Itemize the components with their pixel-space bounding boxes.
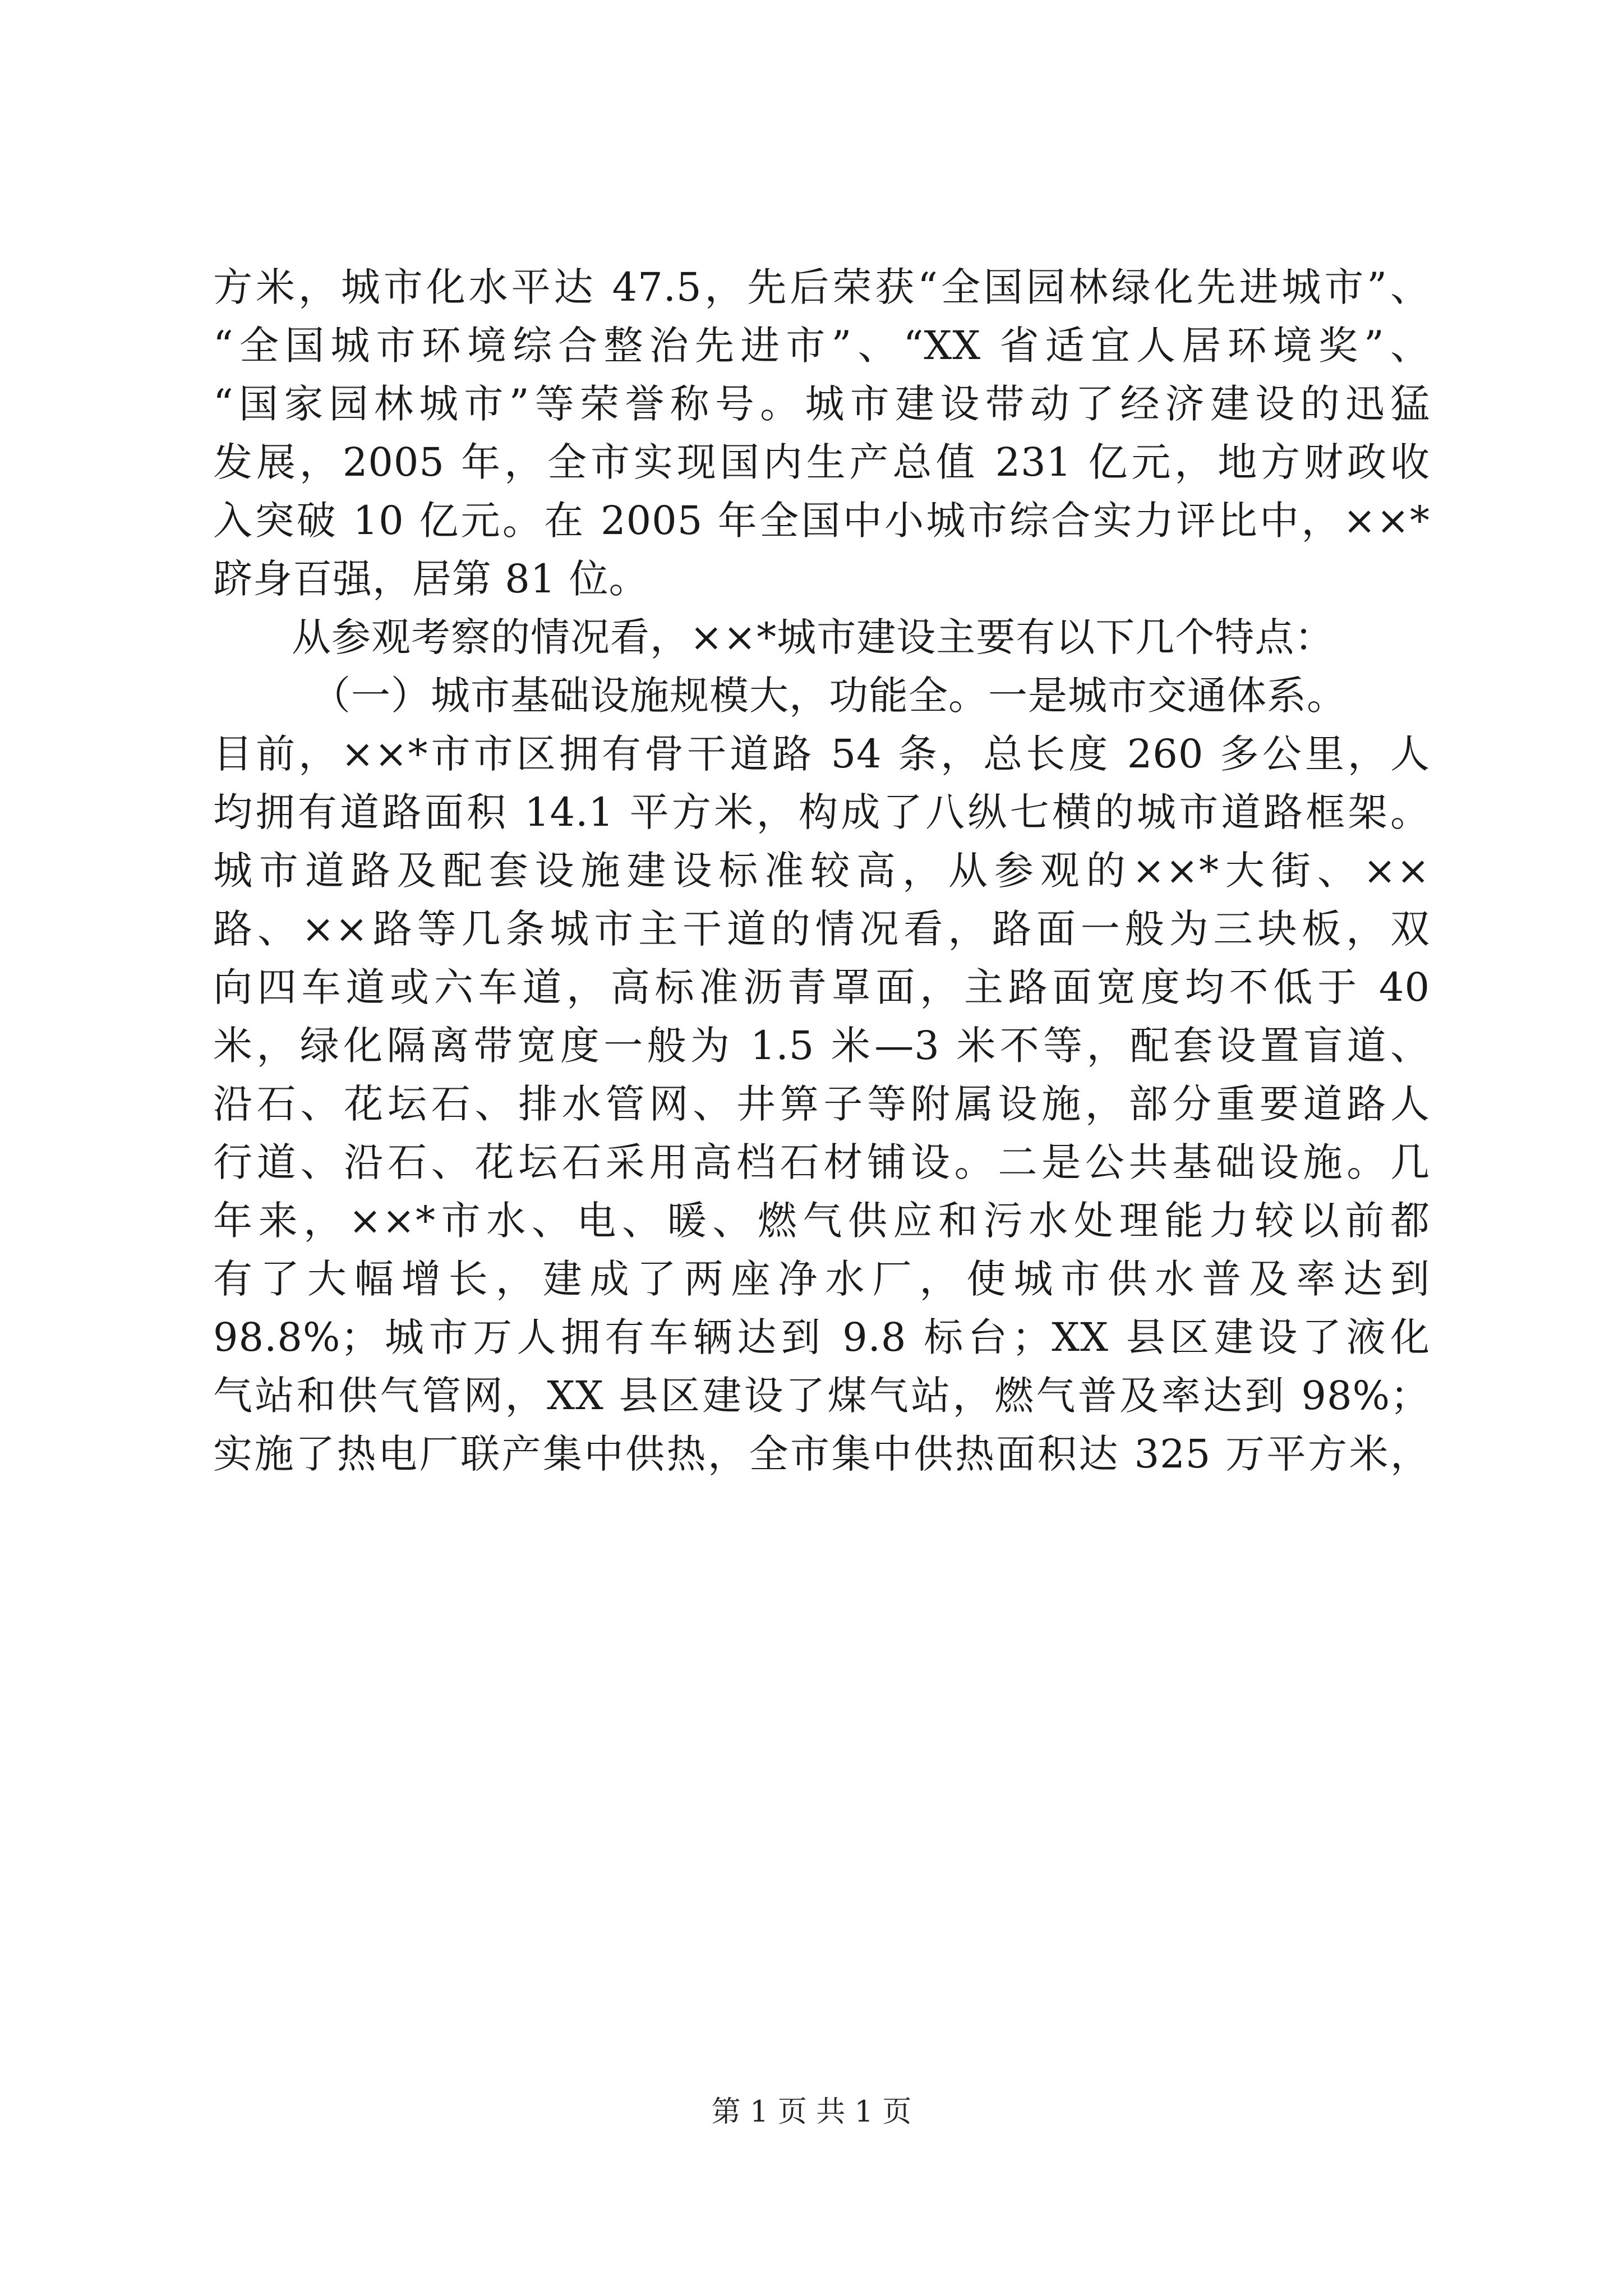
text-line: 路、××路等几条城市主干道的情况看，路面一般为三块板，双 bbox=[213, 906, 1430, 952]
text-line: 入突破 10 亿元。在 2005 年全国中小城市综合实力评比中，××* bbox=[213, 498, 1430, 544]
document-body bbox=[213, 258, 1430, 1483]
text-line: 年来，××*市水、电、暖、燃气供应和污水处理能力较以前都 bbox=[213, 1198, 1430, 1244]
page-footer bbox=[0, 2095, 1623, 2129]
text-line: 98.8%；城市万人拥有车辆达到 9.8 标台；XX 县区建设了液化 bbox=[213, 1314, 1430, 1360]
text-line: 气站和供气管网，XX 县区建设了煤气站，燃气普及率达到 98%； bbox=[213, 1373, 1430, 1419]
text-line: 实施了热电厂联产集中供热，全市集中供热面积达 325 万平方米， bbox=[213, 1431, 1430, 1477]
text-line: 沿石、花坛石、排水管网、井箅子等附属设施，部分重要道路人 bbox=[213, 1081, 1430, 1127]
text-line: 城市道路及配套设施建设标准较高，从参观的××*大街、×× bbox=[213, 848, 1430, 894]
text-line: 跻身百强，居第 81 位。 bbox=[213, 556, 649, 602]
text-line: 有了大幅增长，建成了两座净水厂，使城市供水普及率达到 bbox=[213, 1256, 1430, 1302]
page-number-label: 第 1 页 共 1 页 bbox=[711, 2095, 912, 2129]
text-line: 目前，××*市市区拥有骨干道路 54 条，总长度 260 多公里，人 bbox=[213, 731, 1430, 777]
text-line: 米，绿化隔离带宽度一般为 1.5 米—3 米不等，配套设置盲道、 bbox=[213, 1023, 1430, 1069]
text-line: 行道、沿石、花坛石采用高档石材铺设。二是公共基础设施。几 bbox=[213, 1139, 1430, 1185]
text-line: 发展，2005 年，全市实现国内生产总值 231 亿元，地方财政收 bbox=[213, 439, 1430, 485]
text-line: 向四车道或六车道，高标准沥青罩面，主路面宽度均不低于 40 bbox=[213, 964, 1430, 1010]
text-line: 均拥有道路面积 14.1 平方米，构成了八纵七横的城市道路框架。 bbox=[213, 789, 1430, 835]
text-line: “全国城市环境综合整治先进市”、“XX 省适宜人居环境奖”、 bbox=[213, 323, 1430, 369]
section-heading-line: （一）城市基础设施规模大，功能全。一是城市交通体系。 bbox=[311, 673, 1347, 719]
text-line: “国家园林城市”等荣誉称号。城市建设带动了经济建设的迅猛 bbox=[213, 381, 1430, 427]
text-line: 方米，城市化水平达 47.5，先后荣获“全国园林绿化先进城市”、 bbox=[213, 264, 1430, 310]
paragraph-first-line: 从参观考察的情况看，××*城市建设主要有以下几个特点： bbox=[292, 614, 1335, 660]
